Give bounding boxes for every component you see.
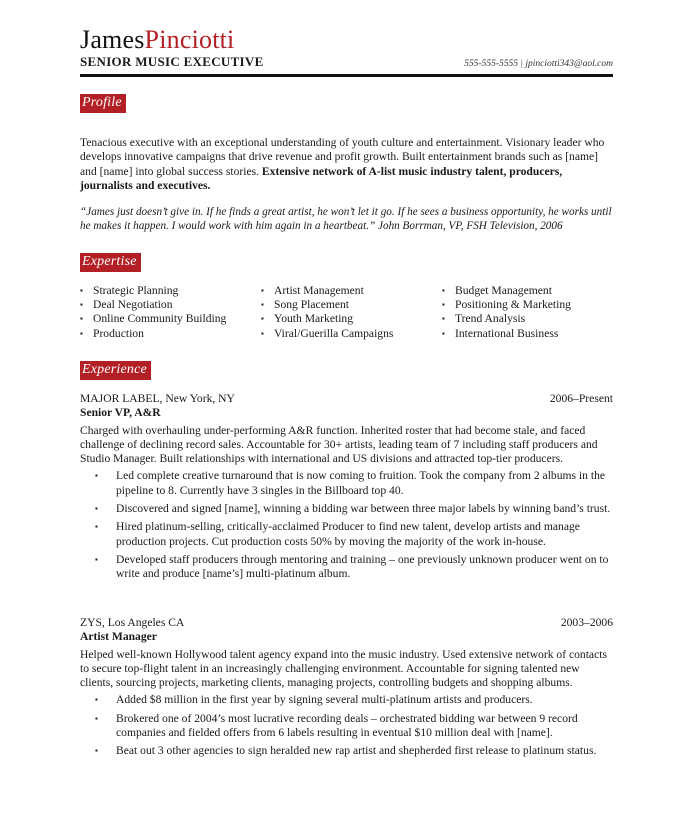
expertise-item: Strategic Planning (93, 284, 179, 297)
expertise-list (80, 284, 613, 341)
company-name: ZYS, Los Angeles CA (80, 616, 185, 629)
bullet-icon: ▪ (80, 328, 83, 338)
list-item (261, 284, 442, 298)
job-description: Charged with overhauling under-performing A&R function. Inherited roster that had become stale, and faced challenge of declining record sales. Accountable for 30+ artists, leading team of 7 including staff producers and Studio Manager. Built relationships with international and US divisions and attracted top-tier producers. (80, 423, 598, 466)
list-item (442, 327, 602, 341)
company-name: MAJOR LABEL, New York, NY (80, 392, 235, 405)
list-item (80, 327, 261, 341)
list-item (80, 284, 261, 298)
candidate-name (80, 26, 613, 54)
bullet-icon: ▪ (95, 471, 98, 481)
last-name: Pinciotti (144, 25, 235, 54)
achievement-text: Brokered one of 2004’s most lucrative recording deals – orchestrated bidding war between 9 record companies and fielded offers from 6 labels resulting in eventual $10 million deal with [name]. (116, 711, 578, 740)
list-item (261, 298, 442, 312)
bullet-icon: ▪ (442, 328, 445, 338)
expertise-column-3 (442, 284, 602, 341)
list-item (80, 469, 613, 498)
expertise-item: Deal Negotiation (93, 298, 173, 312)
bullet-icon: ▪ (442, 286, 445, 295)
achievement-text: Hired platinum-selling, critically-acclaimed Producer to find new talent, develop artists and manage production projects. Cut production costs 50% by moving the majority of the work in-house. (116, 520, 580, 548)
expertise-item: Online Community Building (93, 312, 227, 326)
list-item (80, 693, 613, 707)
list-item (80, 298, 261, 312)
expertise-item: Viral/Guerilla Campaigns (274, 326, 394, 340)
section-heading-experience: Experience (80, 361, 151, 380)
job-role: Artist Manager (80, 630, 157, 644)
bullet-icon: ▪ (261, 286, 264, 295)
list-item (442, 312, 602, 326)
job-role: Senior VP, A&R (80, 406, 161, 420)
profile-summary-highlight: Extensive network of A-list music industry talent, producers, journalists and executives. (80, 164, 563, 192)
list-item (80, 712, 613, 741)
list-item (442, 284, 602, 298)
job-entry (80, 392, 613, 586)
achievement-text: Beat out 3 other agencies to sign heralded new rap artist and shepherded first release to platinum status. (116, 744, 597, 758)
expertise-item: Production (93, 326, 144, 340)
job-title: SENIOR MUSIC EXECUTIVE (80, 54, 264, 69)
achievement-text: Led complete creative turnaround that is now coming to fruition. Took the company from 2 albums in the pipeline to 8. Currently have 3 singles in the Billboard top 40. (116, 469, 606, 497)
list-item (261, 312, 442, 326)
section-heading-expertise: Expertise (80, 253, 141, 272)
job-description: Helped well-known Hollywood talent agency expand into the music industry. Used extensive network of contacts to secure top-flight talent in an increasingly challenging environment. Accountable for signing talented new clients, sourcing projects, marketing clients, managing projects, controlling budgets and shopping albums. (80, 647, 607, 690)
expertise-item: Positioning & Marketing (455, 298, 571, 312)
achievement-text: Developed staff producers through mentoring and training – one previously unknown producer went on to write and produce [name’s] multi-platinum album. (116, 552, 609, 581)
profile-quote: “James just doesn’t give in. If he finds a great artist, he won’t let it go. If he sees a business opportunity, he works until he makes it happen. I would work with him again in a heartbeat.” John Borrman, VP, FSH Television, 2006 (80, 206, 612, 233)
job-header (80, 392, 613, 406)
profile-summary-text: Tenacious executive with an exceptional understanding of youth culture and entertainment. Visionary leader who develops innovative campaigns that drive revenue and profit growth. Built entertainment brands such as [name] and [name] into global success stories. (80, 136, 605, 178)
bullet-icon: ▪ (261, 328, 264, 338)
list-item (80, 502, 613, 516)
bullet-icon: ▪ (95, 504, 98, 514)
expertise-item: Youth Marketing (274, 312, 354, 326)
job-entry (80, 616, 613, 763)
bullet-icon: ▪ (80, 300, 83, 310)
first-name: James (80, 25, 145, 54)
bullet-icon: ▪ (80, 314, 83, 324)
expertise-item: Song Placement (274, 298, 350, 312)
list-item (80, 312, 261, 326)
expertise-item: Trend Analysis (455, 312, 526, 326)
achievement-list (80, 693, 613, 758)
header-divider (80, 74, 613, 77)
achievement-text: Added $8 million in the first year by signing several multi-platinum artists and producers. (116, 693, 533, 707)
contact-info: 555-555-5555 | jpinciotti343@aol.com (464, 59, 613, 69)
bullet-icon: ▪ (95, 554, 98, 564)
expertise-item: International Business (455, 326, 559, 340)
expertise-column-1 (80, 284, 261, 341)
profile-summary (80, 136, 613, 193)
bullet-icon: ▪ (95, 713, 98, 723)
bullet-icon: ▪ (442, 300, 445, 310)
resume-header (80, 26, 613, 77)
bullet-icon: ▪ (261, 314, 264, 324)
expertise-item: Artist Management (274, 284, 364, 297)
bullet-icon: ▪ (80, 286, 83, 295)
achievement-list (80, 469, 613, 581)
job-dates: 2006–Present (549, 392, 613, 405)
list-item (80, 553, 613, 582)
list-item (80, 744, 613, 758)
bullet-icon: ▪ (261, 300, 264, 310)
expertise-column-2 (261, 284, 442, 341)
expertise-item: Budget Management (455, 284, 552, 297)
section-heading-profile: Profile (80, 94, 126, 113)
bullet-icon: ▪ (95, 695, 98, 705)
list-item (261, 327, 442, 341)
bullet-icon: ▪ (95, 746, 98, 756)
achievement-text: Discovered and signed [name], winning a bidding war between three major labels by winning band’s trust. (116, 502, 611, 516)
job-header (80, 616, 613, 630)
bullet-icon: ▪ (95, 522, 98, 532)
bullet-icon: ▪ (442, 314, 445, 324)
list-item (80, 520, 613, 549)
title-row (80, 54, 613, 70)
list-item (442, 298, 602, 312)
job-dates: 2003–2006 (560, 616, 613, 629)
